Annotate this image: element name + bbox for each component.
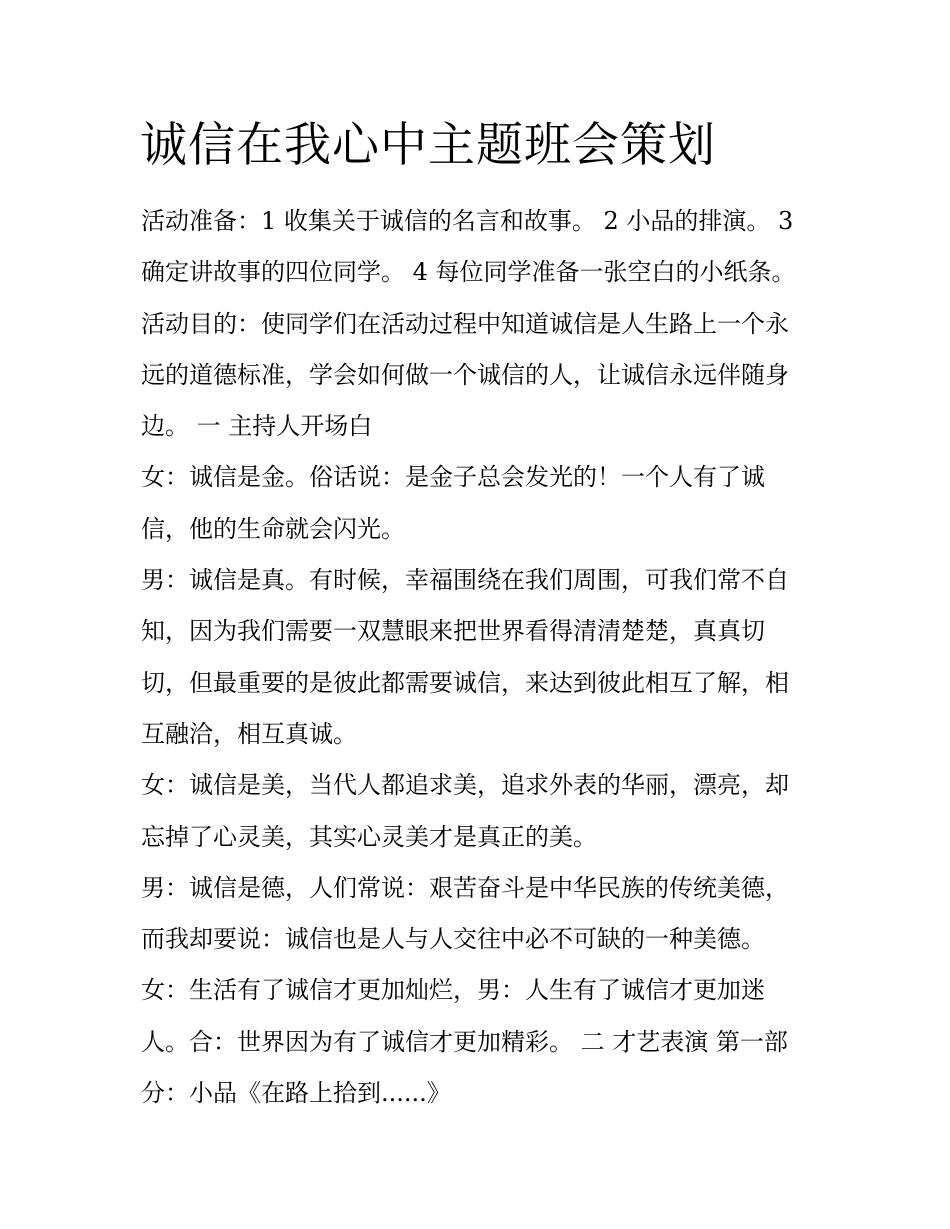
body-line: 切，但最重要的是彼此都需要诚信，来达到彼此相互了解，相	[141, 668, 789, 697]
body-line: 女：诚信是金。俗话说：是金子总会发光的！一个人有了诚	[141, 463, 765, 492]
document-title: 诚信在我心中主题班会策划	[140, 118, 716, 173]
body-line: 男：诚信是德，人们常说：艰苦奋斗是中华民族的传统美德，	[141, 873, 789, 902]
body-line: 信，他的生命就会闪光。	[141, 514, 405, 543]
body-line: 互融洽，相互真诚。	[141, 719, 357, 748]
body-line: 活动目的：使同学们在活动过程中知道诚信是人生路上一个永	[141, 309, 789, 338]
body-line: 活动准备：1 收集关于诚信的名言和故事。 2 小品的排演。 3	[141, 207, 794, 235]
body-line: 远的道德标准，学会如何做一个诚信的人，让诚信永远伴随身	[141, 360, 789, 389]
body-line: 而我却要说：诚信也是人与人交往中必不可缺的一种美德。	[141, 925, 765, 954]
body-line: 边。 一 主持人开场白	[141, 412, 373, 441]
body-line: 人。合：世界因为有了诚信才更加精彩。 二 才艺表演 第一部	[141, 1027, 788, 1056]
body-line: 女：诚信是美，当代人都追求美，追求外表的华丽，漂亮，却	[141, 771, 789, 800]
body-line: 知，因为我们需要一双慧眼来把世界看得清清楚楚，真真切	[141, 617, 765, 646]
body-line: 忘掉了心灵美，其实心灵美才是真正的美。	[141, 822, 597, 851]
body-line: 女：生活有了诚信才更加灿烂，男：人生有了诚信才更加迷	[141, 976, 765, 1005]
body-line: 确定讲故事的四位同学。 4 每位同学准备一张空白的小纸条。	[141, 258, 796, 287]
body-line: 男：诚信是真。有时候，幸福围绕在我们周围，可我们常不自	[141, 566, 789, 595]
document-body	[141, 196, 821, 1119]
body-line: 分：小品《在路上拾到......》	[141, 1079, 451, 1108]
